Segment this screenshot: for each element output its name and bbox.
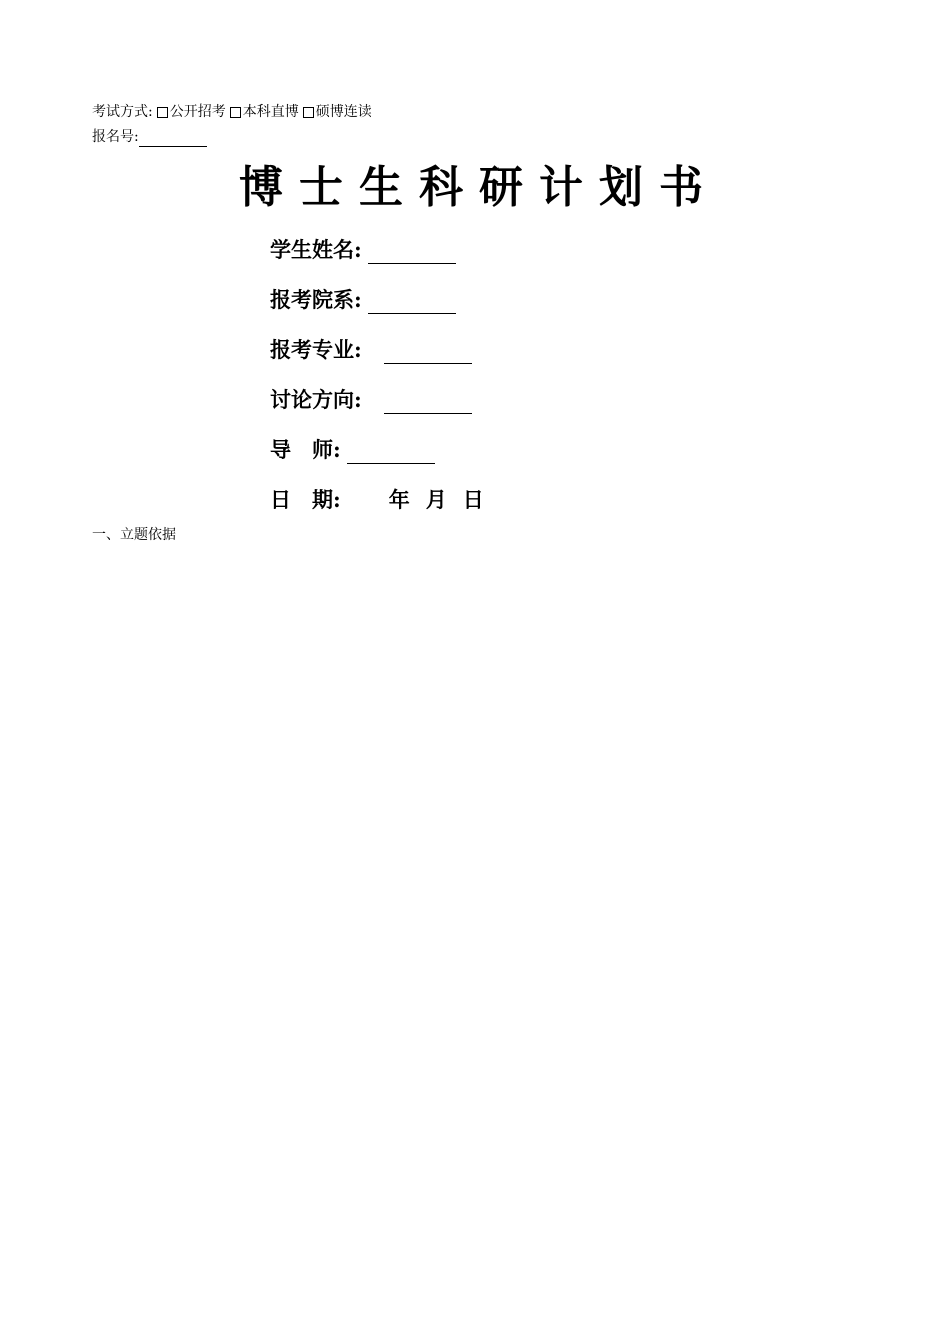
checkbox-master-phd[interactable] bbox=[303, 107, 314, 118]
student-name-field[interactable] bbox=[368, 241, 456, 264]
research-direction-row bbox=[270, 386, 472, 414]
major-label: 报考专业: bbox=[270, 337, 362, 362]
date-day: 日 bbox=[462, 487, 484, 512]
student-name-label: 学生姓名: bbox=[270, 237, 362, 262]
registration-number-field[interactable] bbox=[139, 130, 207, 147]
supervisor-label: 导 师: bbox=[270, 437, 341, 462]
department-label: 报考院系: bbox=[270, 287, 362, 312]
registration-number-label: 报名号: bbox=[92, 129, 139, 145]
option-direct-phd-label: 本科直博 bbox=[242, 104, 299, 120]
document-title: 博士生科研计划书 bbox=[239, 162, 719, 213]
date-month: 月 bbox=[425, 487, 447, 512]
option-direct-phd[interactable] bbox=[230, 102, 299, 122]
research-direction-field[interactable] bbox=[384, 391, 472, 414]
section-heading: 一、立题依据 bbox=[92, 527, 176, 543]
date-year: 年 bbox=[388, 487, 410, 512]
department-field[interactable] bbox=[368, 291, 456, 314]
option-public-exam-label: 公开招考 bbox=[169, 104, 226, 120]
checkbox-public-exam[interactable] bbox=[157, 107, 168, 118]
department-row bbox=[270, 286, 456, 314]
exam-method-label: 考试方式: bbox=[92, 104, 153, 120]
major-field[interactable] bbox=[384, 341, 472, 364]
major-row bbox=[270, 336, 472, 364]
supervisor-row bbox=[270, 436, 435, 464]
option-public-exam[interactable] bbox=[157, 102, 226, 122]
date-row bbox=[270, 486, 500, 514]
supervisor-field[interactable] bbox=[347, 441, 435, 464]
option-master-phd-label: 硕博连读 bbox=[315, 104, 372, 120]
option-master-phd[interactable] bbox=[303, 102, 372, 122]
registration-number-line bbox=[92, 127, 207, 147]
exam-method-line bbox=[92, 102, 372, 122]
checkbox-direct-phd[interactable] bbox=[230, 107, 241, 118]
date-label: 日 期: bbox=[270, 487, 341, 512]
research-direction-label: 讨论方向: bbox=[270, 387, 362, 412]
student-name-row bbox=[270, 236, 456, 264]
